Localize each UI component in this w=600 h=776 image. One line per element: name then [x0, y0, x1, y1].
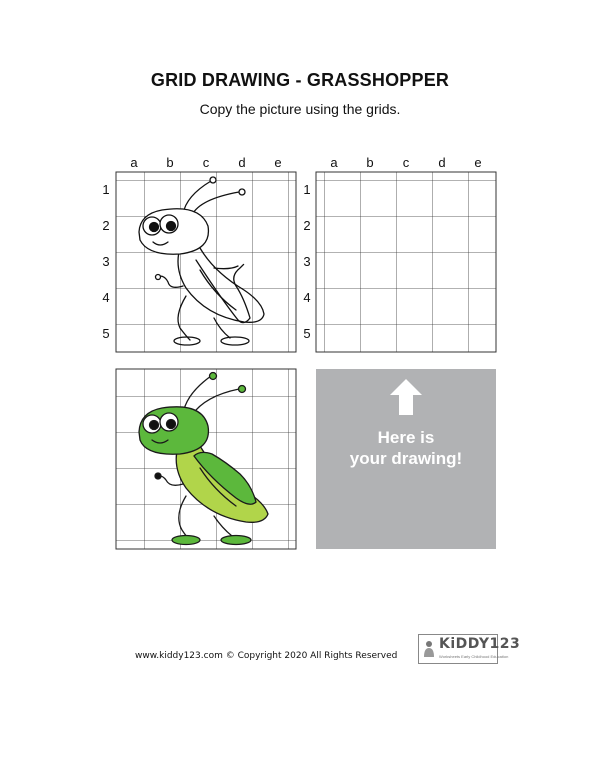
- outline-grid: [116, 172, 296, 352]
- col-label-right-a: a: [330, 155, 338, 170]
- col-label-right-b: b: [366, 155, 374, 170]
- col-label-left-c: c: [202, 155, 210, 170]
- col-label-right-e: e: [474, 155, 482, 170]
- row-label-right-4: 4: [303, 290, 311, 305]
- row-label-left-1: 1: [102, 182, 110, 197]
- row-label-right-5: 5: [303, 326, 311, 341]
- row-label-left-3: 3: [102, 254, 110, 269]
- up-arrow-icon: [388, 377, 424, 417]
- logo-name: KiDDY123: [439, 636, 521, 652]
- kiddy123-logo: [418, 634, 521, 664]
- row-label-right-2: 2: [303, 218, 311, 233]
- logo-tagline: Worksheets Early Childhood Education: [439, 654, 509, 659]
- placeholder-line-2: your drawing!: [349, 449, 463, 468]
- footer-copyright: www.kiddy123.com © Copyright 2020 All Rights Reserved: [135, 651, 398, 661]
- placeholder-text: [316, 427, 496, 469]
- child-icon: [422, 640, 436, 658]
- worksheet-subtitle: Copy the picture using the grids.: [199, 101, 401, 117]
- drawing-grid[interactable]: [316, 172, 496, 352]
- your-drawing-placeholder: [316, 369, 496, 549]
- col-label-left-a: a: [130, 155, 138, 170]
- col-label-left-b: b: [166, 155, 174, 170]
- row-label-left-2: 2: [102, 218, 110, 233]
- row-label-left-5: 5: [102, 326, 110, 341]
- row-label-left-4: 4: [102, 290, 110, 305]
- placeholder-line-1: Here is: [377, 428, 435, 447]
- col-label-left-e: e: [274, 155, 282, 170]
- col-label-left-d: d: [238, 155, 246, 170]
- row-label-right-1: 1: [303, 182, 311, 197]
- worksheet-title: GRID DRAWING - GRASSHOPPER: [150, 70, 450, 90]
- col-label-right-d: d: [438, 155, 446, 170]
- col-label-right-c: c: [402, 155, 410, 170]
- row-label-right-3: 3: [303, 254, 311, 269]
